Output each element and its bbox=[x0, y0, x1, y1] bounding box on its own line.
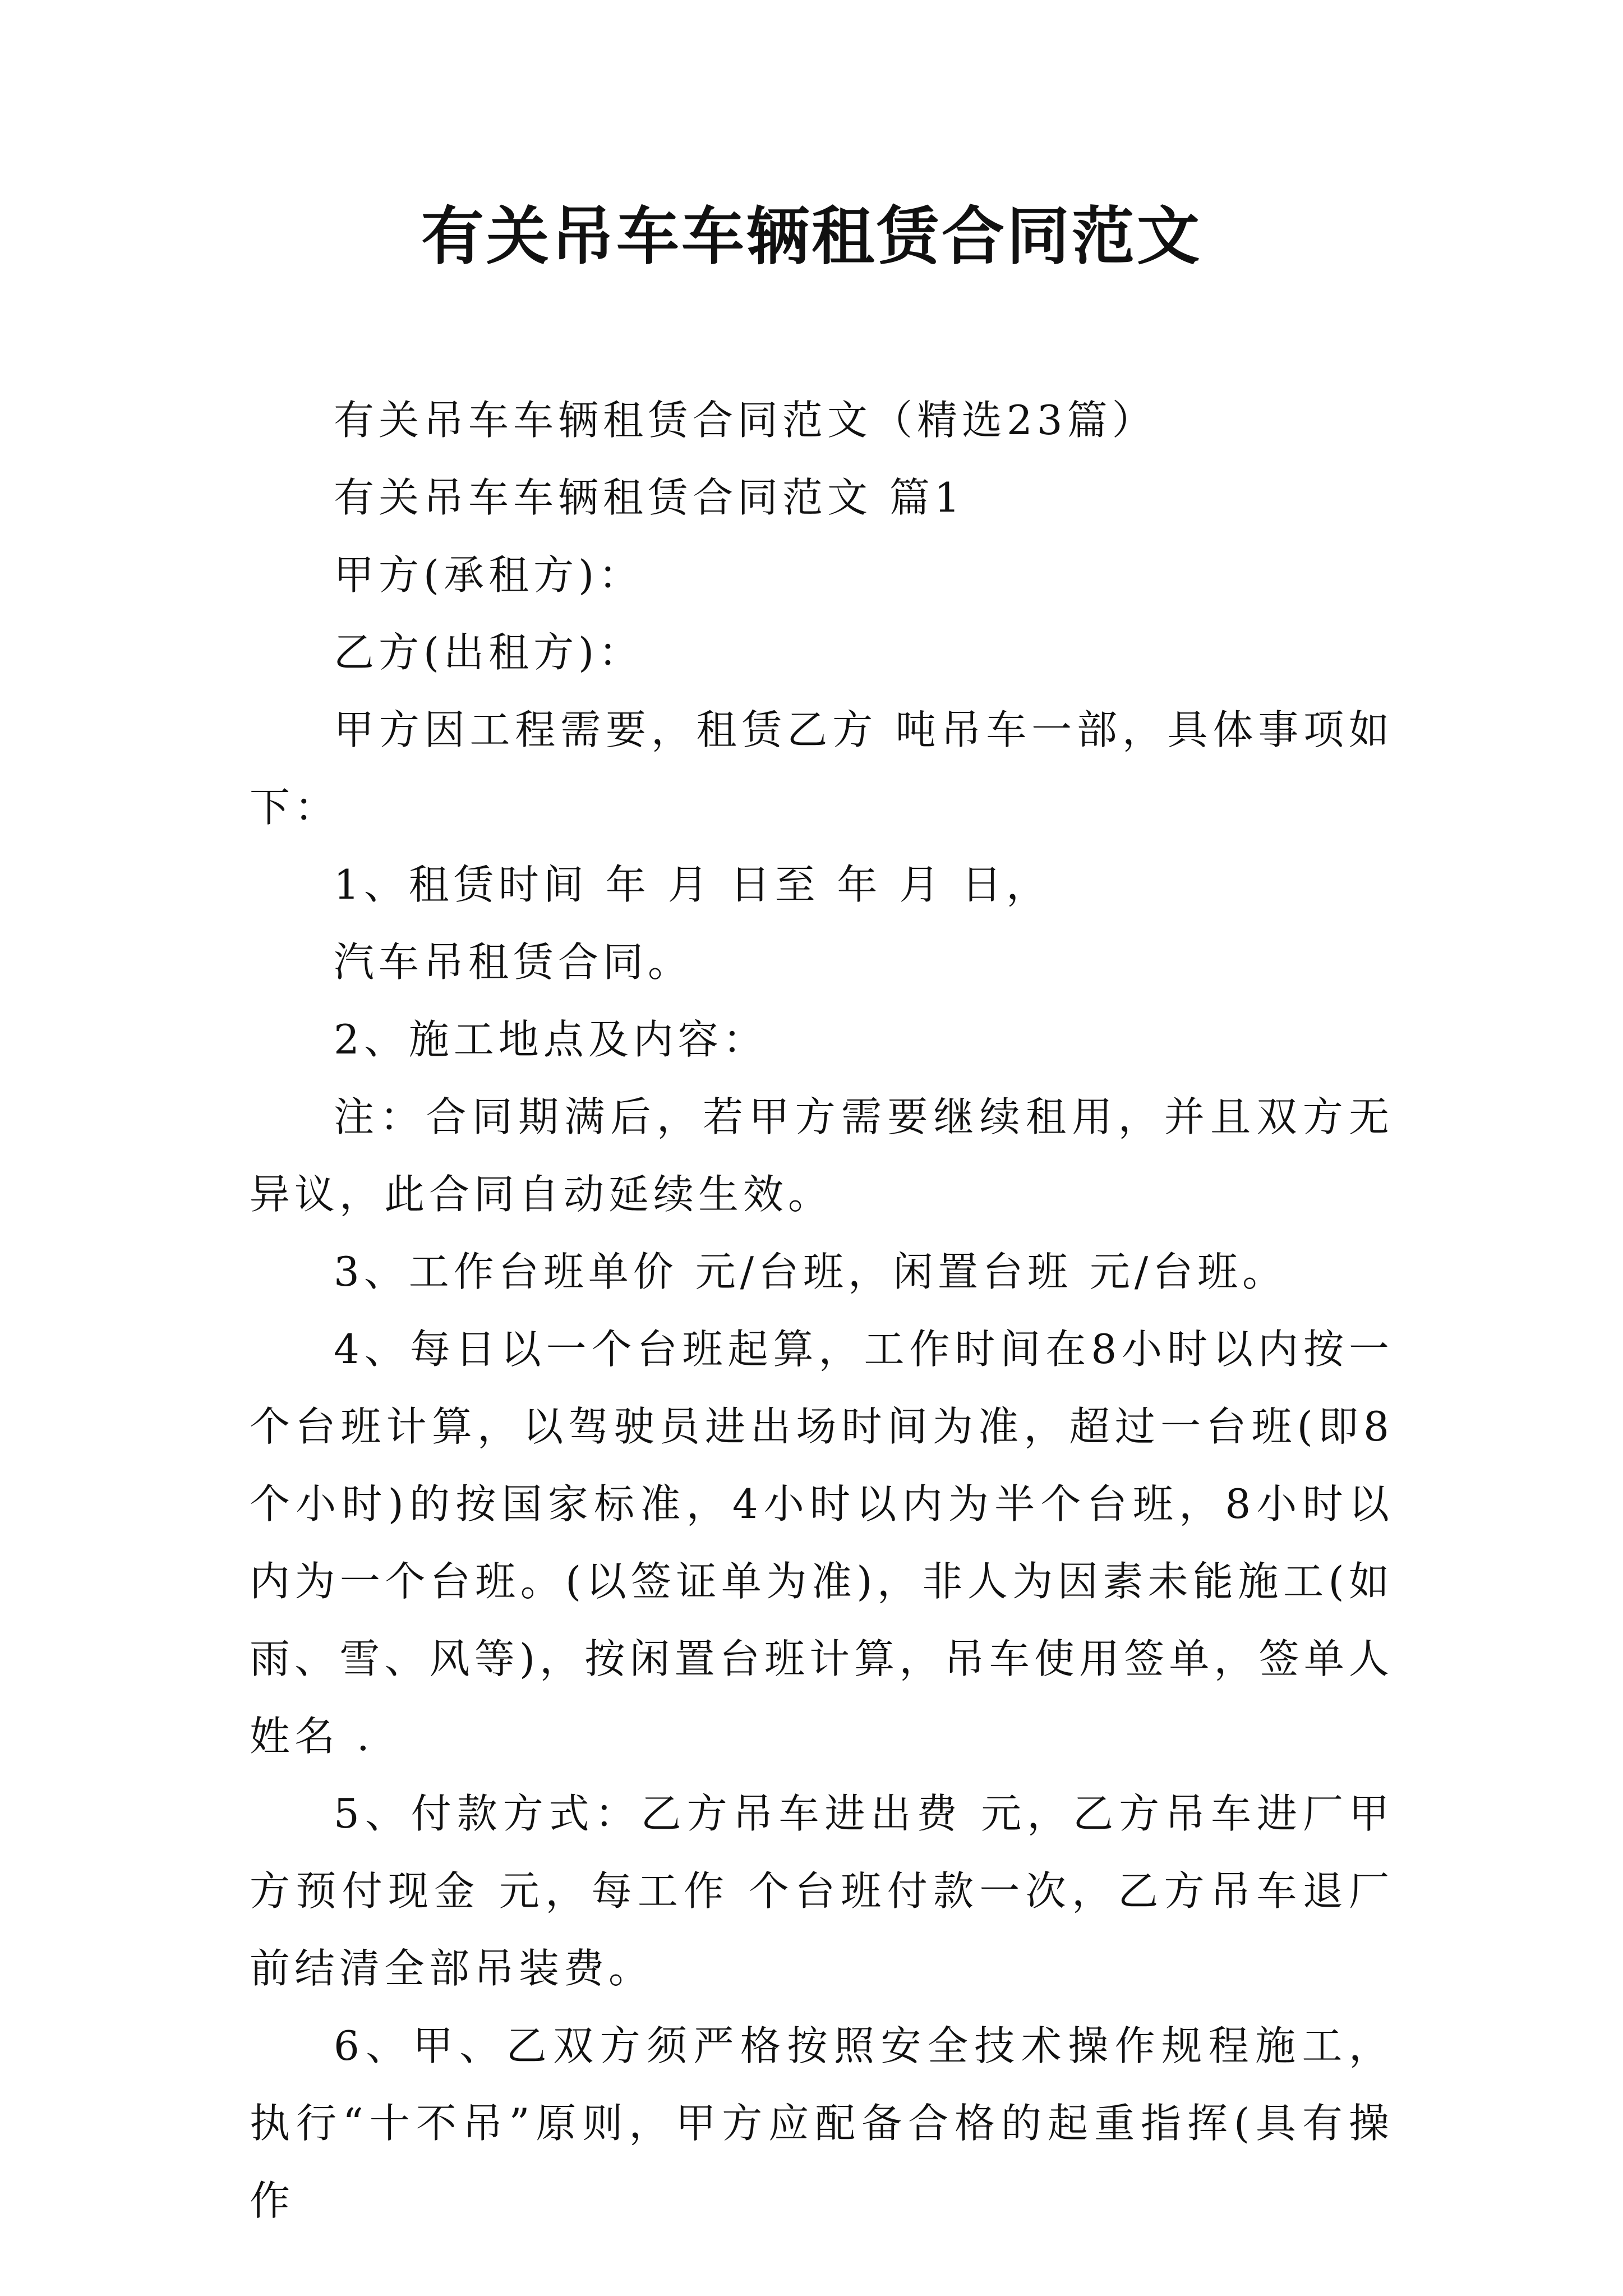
paragraph-clause-5: 5、付款方式：乙方吊车进出费 元，乙方吊车进厂甲方预付现金 元，每工作 个台班付款一次，乙方吊车退厂前结清全部吊装费。 bbox=[250, 1790, 1394, 1992]
paragraph-clause-2: 2、施工地点及内容： bbox=[334, 1016, 768, 1063]
paragraph-intro: 甲方因工程需要，租赁乙方 吨吊车一部，具体事项如下： bbox=[250, 706, 1394, 831]
paragraph-clause-6: 6、甲、乙双方须严格按照安全技术操作规程施工，执行“十不吊”原则，甲方应配备合格的起重指挥(具有操作 bbox=[250, 2022, 1394, 2224]
paragraph-party-b: 乙方(出租方)： bbox=[334, 629, 644, 676]
paragraph-contract-note: 汽车吊租赁合同。 bbox=[334, 938, 693, 986]
paragraph-clause-1: 1、租赁时间 年 月 日至 年 月 日， bbox=[334, 861, 1052, 908]
paragraph-note: 注：合同期满后，若甲方需要继续租用，并且双方无异议，此合同自动延续生效。 bbox=[250, 1093, 1394, 1218]
paragraph-section-heading: 有关吊车车辆租赁合同范文 篇1 bbox=[334, 474, 965, 521]
paragraph-party-a: 甲方(承租方)： bbox=[334, 551, 644, 599]
paragraph-subtitle: 有关吊车车辆租赁合同范文（精选23篇） bbox=[334, 397, 1157, 444]
document-body bbox=[250, 381, 1394, 2239]
document-title: 有关吊车车辆租赁合同范文 bbox=[421, 200, 1202, 273]
paragraph-clause-3: 3、工作台班单价 元/台班，闲置台班 元/台班。 bbox=[334, 1248, 1288, 1295]
paragraph-clause-4: 4、每日以一个台班起算，工作时间在8小时以内按一个台班计算，以驾驶员进出场时间为准，超过一台班(即8个小时)的按国家标准，4小时以内为半个台班，8小时以内为一个台班。(以签证单为准)，非人为因素未能施工(如雨、雪、风等)，按闲置台班计算，吊车使用签单，签单人姓名 . bbox=[250, 1326, 1394, 1760]
